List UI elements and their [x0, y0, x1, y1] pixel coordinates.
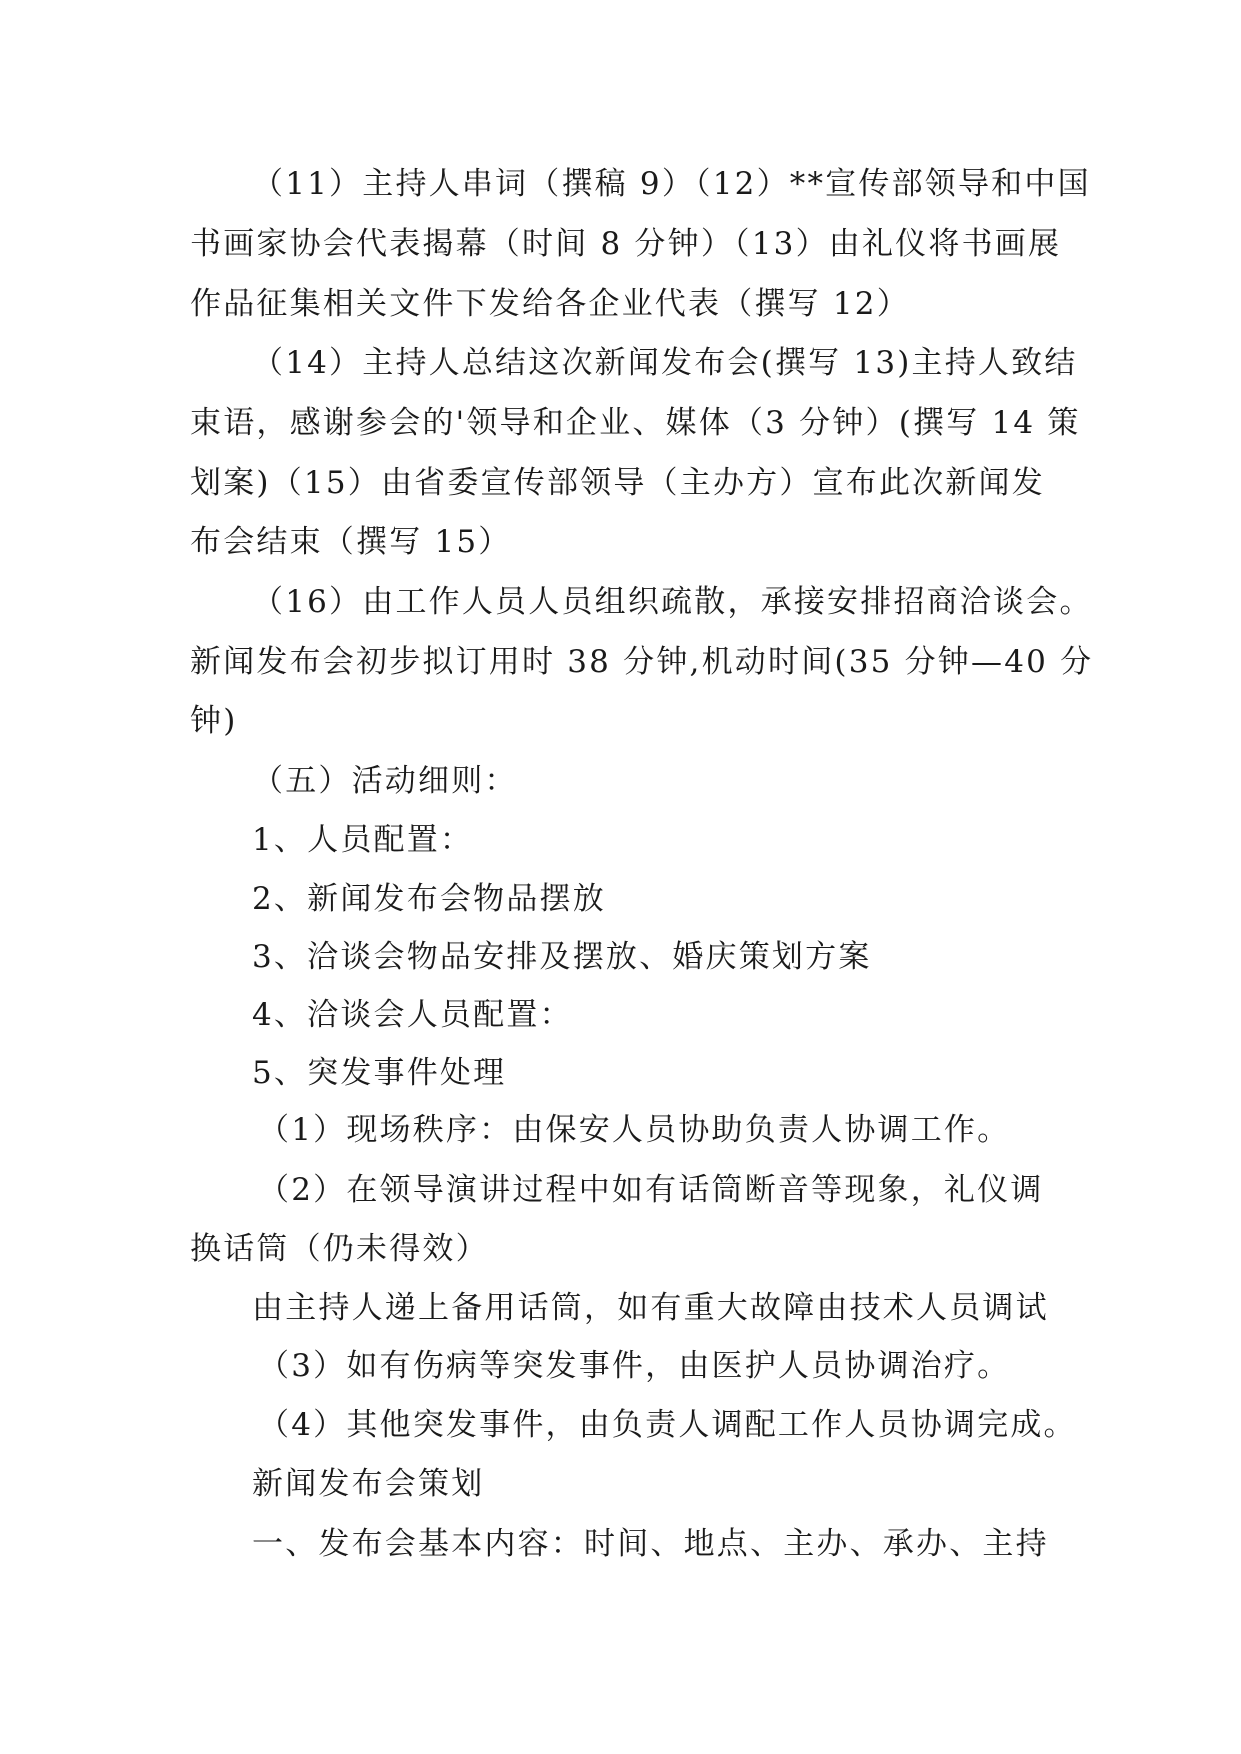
- text-line: 由主持人递上备用话筒，如有重大故障由技术人员调试: [252, 1290, 1049, 1326]
- text-line: （14）主持人总结这次新闻发布会(撰写 13)主持人致结: [252, 345, 1078, 381]
- list-item: 4、洽谈会人员配置：: [252, 997, 573, 1033]
- text-line: 新闻发布会初步拟订用时 38 分钟,机动时间(35 分钟—40 分: [190, 644, 1094, 680]
- sub-item: （1）现场秩序：由保安人员协助负责人协调工作。: [258, 1112, 1011, 1148]
- sub-item: （3）如有伤病等突发事件，由医护人员协调治疗。: [258, 1348, 1011, 1384]
- list-item: 5、突发事件处理: [252, 1055, 507, 1091]
- text-line: 布会结束（撰写 15）: [190, 524, 512, 560]
- text-line: （16）由工作人员人员组织疏散，承接安排招商洽谈会。: [252, 584, 1093, 620]
- sub-item: （4）其他突发事件，由负责人调配工作人员协调完成。: [258, 1407, 1077, 1443]
- text-line: 一、发布会基本内容：时间、地点、主办、承办、主持: [252, 1526, 1049, 1562]
- list-item: 3、洽谈会物品安排及摆放、婚庆策划方案: [252, 939, 872, 975]
- text-line: 钟): [190, 703, 238, 739]
- text-line: （11）主持人串词（撰稿 9）（12）**宣传部领导和中国: [252, 166, 1091, 202]
- text-line: 划案)（15）由省委宣传部领导（主办方）宣布此次新闻发: [190, 465, 1045, 501]
- sub-item: （2）在领导演讲过程中如有话筒断音等现象，礼仪调: [258, 1172, 1044, 1208]
- section-heading: （五）活动细则：: [252, 763, 518, 799]
- text-line: 束语，感谢参会的'领导和企业、媒体（3 分钟）(撰写 14 策: [190, 405, 1081, 441]
- section-heading: 新闻发布会策划: [252, 1466, 485, 1502]
- list-item: 1、人员配置：: [252, 822, 474, 858]
- text-line: 作品征集相关文件下发给各企业代表（撰写 12）: [190, 286, 910, 322]
- text-line: 换话筒（仍未得效）: [190, 1231, 489, 1267]
- list-item: 2、新闻发布会物品摆放: [252, 881, 606, 917]
- text-line: 书画家协会代表揭幕（时间 8 分钟）（13）由礼仪将书画展: [190, 226, 1062, 262]
